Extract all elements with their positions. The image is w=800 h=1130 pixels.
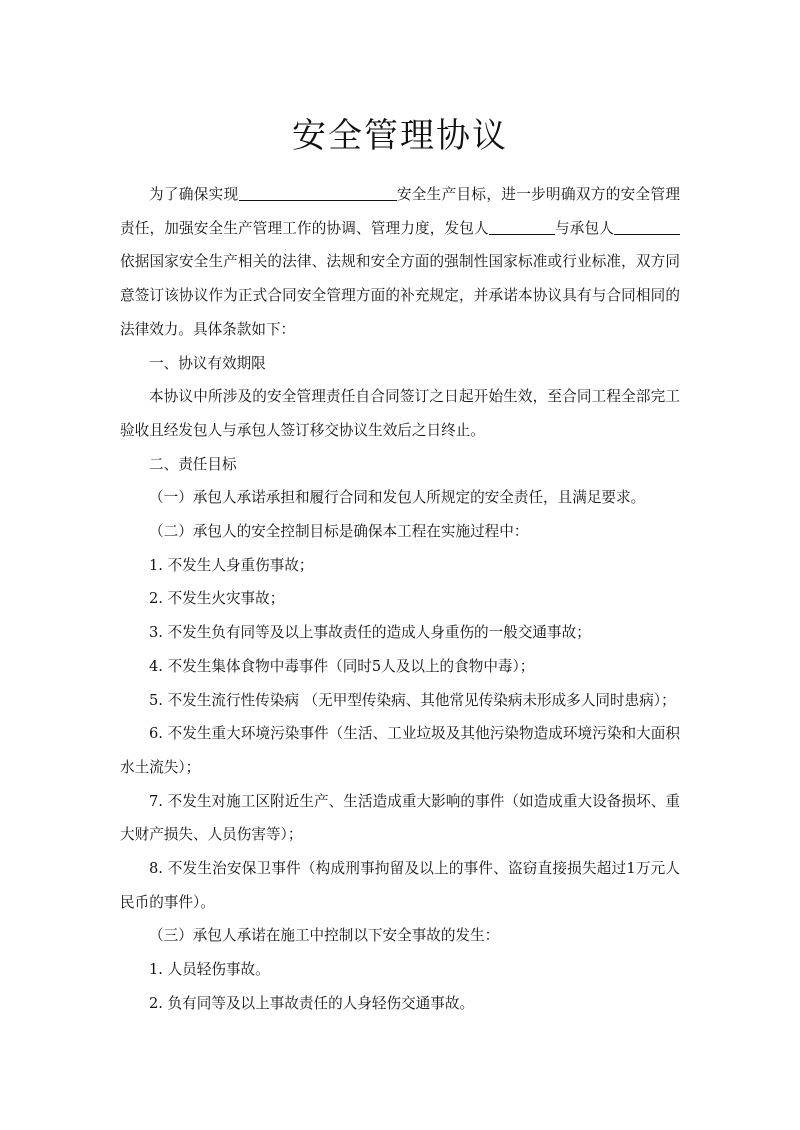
contractor-name-blank[interactable] [614, 219, 680, 235]
list-item: 7. 不发生对施工区附近生产、生活造成重大影响的事件（如造成重大设备损坏、重大财产损失、人员伤害等）； [120, 792, 680, 844]
list-item: 2. 不发生火灾事故； [149, 590, 285, 608]
section2-heading: 二、责任目标 [149, 455, 237, 473]
document-title: 安全管理协议 [292, 116, 508, 156]
list-item: 4. 不发生集体食物中毒事件（同时5人及以上的食物中毒）； [149, 657, 535, 675]
list-item: 3. 不发生负有同等及以上事故责任的造成人身重伤的一般交通事故； [149, 624, 591, 642]
intro-text-1: 为了确保实现 [149, 186, 239, 203]
list-item: 5. 不发生流行性传染病 （无甲型传染病、其他常见传染病未形成多人同时患病）； [149, 691, 676, 709]
intro-text-3: 与承包人 [554, 219, 614, 237]
list-item: 6. 不发生重大环境污染事件（生活、工业垃圾及其他污染物造成环境污染和大面积水土流失）； [120, 725, 680, 776]
section2-sub2: （二）承包人的安全控制目标是确保本工程在实施过程中： [149, 523, 529, 541]
intro-text-4: 依据国家安全生产相关的法律、法规和安全方面的强制性国家标准或行业标准，双方同意签订该协议作为正式合同安全管理方面的补充规定，并承诺本协议具有与合同相同的法律效力。具体条款如下： [120, 253, 680, 338]
list-item: 1. 人员轻伤事故。 [149, 961, 270, 979]
list-item: 1. 不发生人身重伤事故； [149, 556, 314, 574]
intro-paragraph [120, 178, 680, 347]
document-body [120, 178, 680, 1021]
section1-heading: 一、协议有效期限 [149, 354, 266, 372]
section2-sub3: （三）承包人承诺在施工中控制以下安全事故的发生： [149, 927, 500, 945]
section1-text: 本协议中所涉及的安全管理责任自合同签订之日起开始生效，至合同工程全部完工验收且经发包人与承包人签订移交协议生效后之日终止。 [120, 388, 680, 439]
section2-sub1: （一）承包人承诺承担和履行合同和发包人所规定的安全责任，且满足要求。 [149, 489, 646, 507]
project-name-blank[interactable] [239, 185, 397, 201]
list-item: 2. 负有同等及以上事故责任的人身轻伤交通事故。 [149, 994, 475, 1012]
employer-name-blank[interactable] [489, 219, 555, 235]
list-item: 8. 不发生治安保卫事件（构成刑事拘留及以上的事件、盗窃直接损失超过1万元人民币的事件）。 [120, 860, 680, 911]
intro-text-2: 安全生产目标，进一步明确双方的安全管理责任，加强安全生产管理工作的协调、管理力度，发包人 [120, 186, 680, 237]
